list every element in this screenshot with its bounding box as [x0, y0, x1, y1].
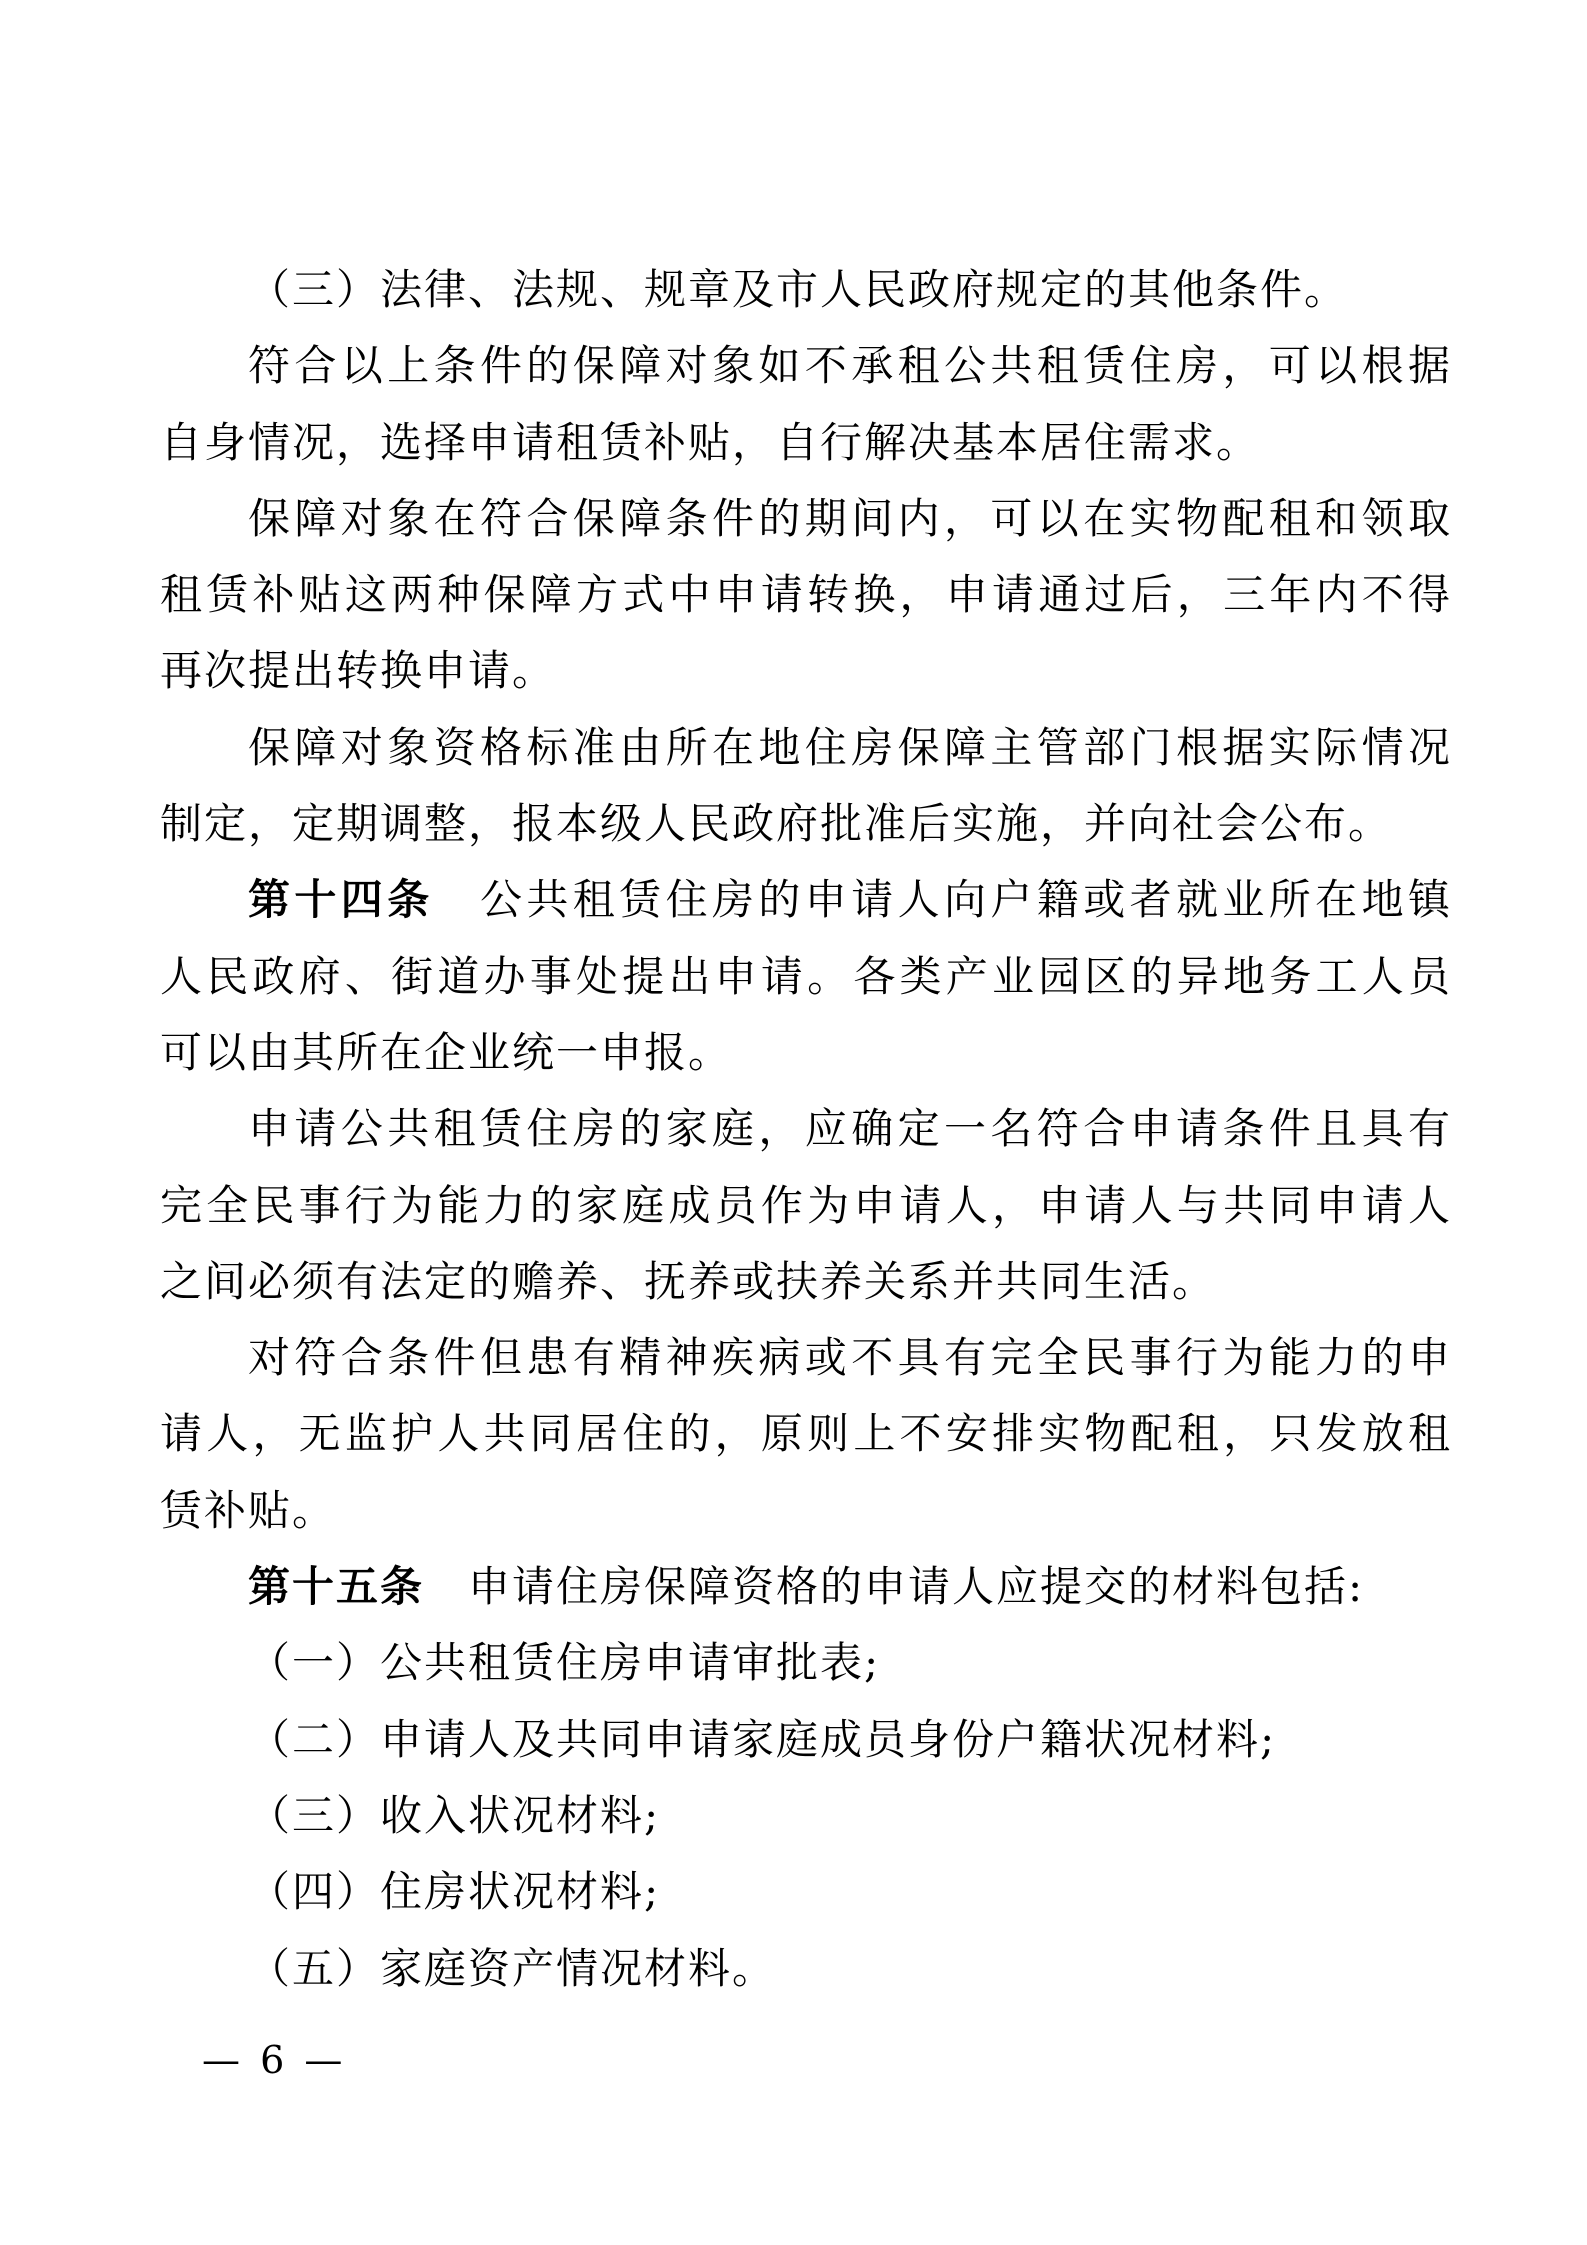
text-line [160, 1931, 1452, 2007]
line-text: 制定，定期调整，报本级人民政府批准后实施，并向社会公布。 [160, 799, 1393, 849]
line-text: 之间必须有法定的赡养、抚养或扶养关系并共同生活。 [160, 1256, 1217, 1306]
text-line [160, 252, 1452, 328]
article-number: 第十五条 [248, 1562, 425, 1612]
text-line [160, 786, 1452, 862]
text-line [160, 633, 1452, 709]
line-text: （四）住房状况材料; [248, 1867, 661, 1917]
line-text: （一）公共租赁住房申请审批表; [248, 1638, 881, 1688]
text-line [160, 557, 1452, 633]
line-text: 申请住房保障资格的申请人应提交的材料包括: [424, 1562, 1365, 1612]
page-number: — 6 — [202, 2038, 347, 2082]
text-line [160, 862, 1452, 938]
line-text: 自身情况，选择申请租赁补贴，自行解决基本居住需求。 [160, 417, 1261, 467]
line-text: （三）收入状况材料; [248, 1790, 661, 1840]
text-line [160, 1778, 1452, 1854]
line-text: 请人，无监护人共同居住的，原则上不安排实物配租，只发放租 [160, 1409, 1452, 1459]
line-text: 对符合条件但患有精神疾病或不具有完全民事行为能力的申 [248, 1333, 1452, 1383]
text-line [160, 1625, 1452, 1701]
page-footer [160, 2030, 1452, 2090]
text-line [160, 1702, 1452, 1778]
line-text: 符合以上条件的保障对象如不承租公共租赁住房，可以根据 [248, 341, 1452, 391]
text-line [160, 1320, 1452, 1396]
line-text: 租赁补贴这两种保障方式中申请转换，申请通过后，三年内不得 [160, 570, 1452, 620]
text-line [160, 1091, 1452, 1167]
text-line [160, 1244, 1452, 1320]
text-line [160, 1854, 1452, 1930]
line-text: 保障对象资格标准由所在地住房保障主管部门根据实际情况 [248, 722, 1452, 772]
line-text: 赁补贴。 [160, 1485, 337, 1535]
document-body [160, 252, 1452, 2007]
text-line [160, 405, 1452, 481]
text-line [160, 939, 1452, 1015]
line-text: （五）家庭资产情况材料。 [248, 1943, 777, 1993]
line-text: （三）法律、法规、规章及市人民政府规定的其他条件。 [248, 265, 1349, 314]
text-line [160, 1549, 1452, 1625]
line-text: 人民政府、街道办事处提出申请。各类产业园区的异地务工人员 [160, 951, 1452, 1001]
line-text: 完全民事行为能力的家庭成员作为申请人，申请人与共同申请人 [160, 1180, 1452, 1230]
line-text: 公共租赁住房的申请人向户籍或者就业所在地镇 [433, 875, 1452, 925]
article-number: 第十四条 [248, 875, 434, 925]
text-line [160, 1015, 1452, 1091]
line-text: 保障对象在符合保障条件的期间内，可以在实物配租和领取 [248, 493, 1452, 543]
line-text: 再次提出转换申请。 [160, 646, 557, 696]
text-line [160, 328, 1452, 404]
text-line [160, 1473, 1452, 1549]
text-line [160, 1396, 1452, 1472]
text-line [160, 1168, 1452, 1244]
text-line [160, 481, 1452, 557]
text-line [160, 710, 1452, 786]
line-text: 可以由其所在企业统一申报。 [160, 1027, 733, 1077]
line-text: 申请公共租赁住房的家庭，应确定一名符合申请条件且具有 [248, 1104, 1452, 1154]
line-text: （二）申请人及共同申请家庭成员身份户籍状况材料; [248, 1714, 1277, 1764]
